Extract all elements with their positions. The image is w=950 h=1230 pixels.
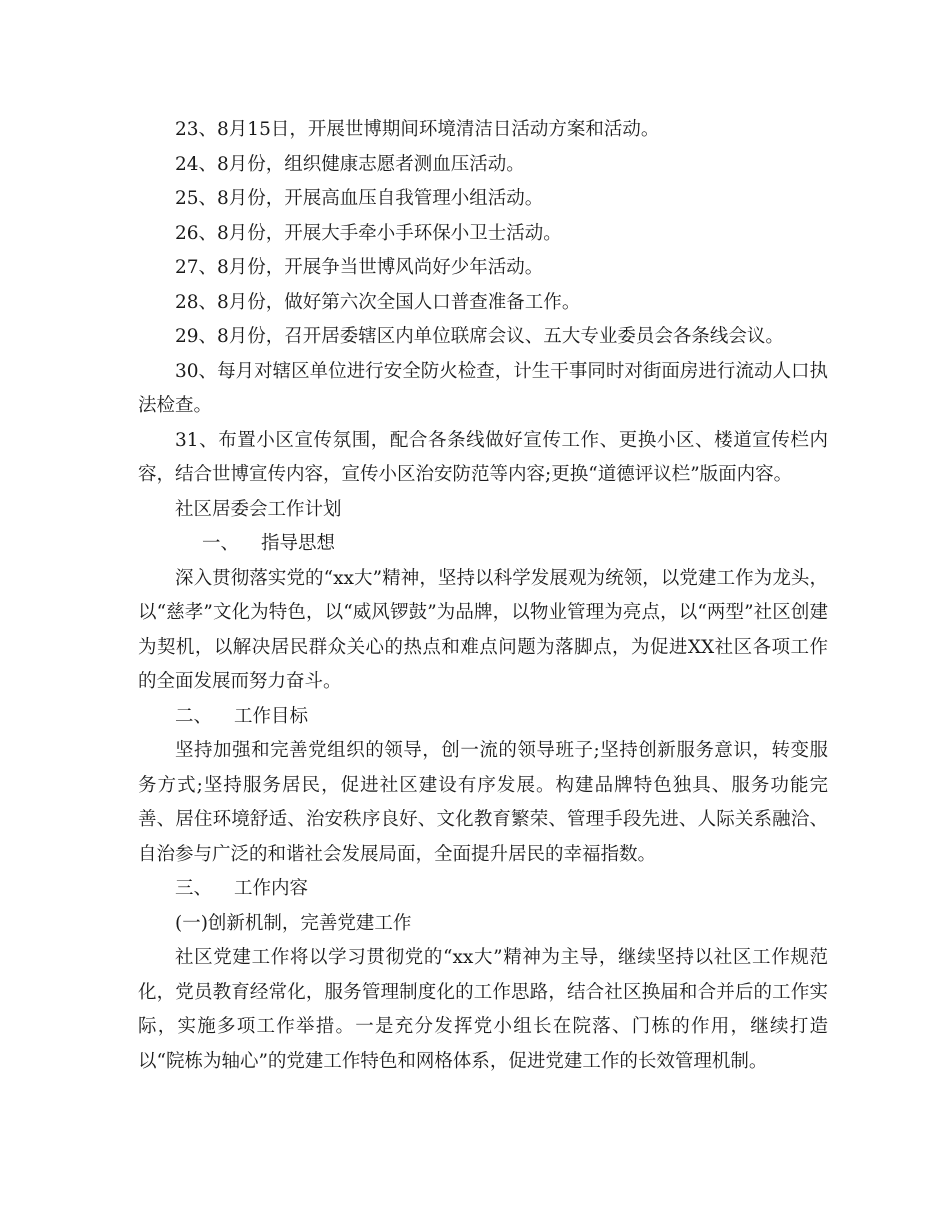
- list-item: 24、8月份，组织健康志愿者测血压活动。: [175, 153, 525, 175]
- list-item: 26、8月份，开展大手牵小手环保小卫士活动。: [175, 222, 562, 244]
- list-item: 29、8月份，召开居委辖区内单位联席会议、五大专业委员会各条线会议。: [175, 326, 784, 347]
- section-body: 社区党建工作将以学习贯彻党的“xx大”精神为主导，继续坚持以社区工作规范化，党员教育经常化，服务管理制度化的工作思路，结合社区换届和合并后的工作实际，实施多项工作举措。一是充分发挥党小组长在院落、门栋的作用，继续打造以“院栋为轴心”的党建工作特色和网格体系，促进党建工作的长效管理机制。: [138, 947, 828, 1072]
- section-title: 工作目标: [234, 705, 309, 727]
- list-item: 31、布置小区宣传氛围，配合各条线做好宣传工作、更换小区、楼道宣传栏内容，结合世博宣传内容，宣传小区治安防范等内容;更换“道德评议栏”版面内容。: [138, 429, 828, 485]
- document-body: [138, 113, 828, 1079]
- section-heading: [138, 527, 828, 562]
- section-title: 工作内容: [234, 878, 309, 899]
- list-item: 23、8月15日，开展世博期间环境清洁日活动方案和活动。: [175, 119, 660, 140]
- plan-title: 社区居委会工作计划: [175, 498, 342, 520]
- list-item: 28、8月份，做好第六次全国人口普查准备工作。: [175, 291, 581, 313]
- section-heading: [138, 872, 828, 907]
- subsection-heading: (一)创新机制，完善党建工作: [175, 912, 412, 934]
- section-number: 一、: [202, 533, 240, 554]
- section-number: 二、: [175, 705, 213, 727]
- list-item: 30、每月对辖区单位进行安全防火检查，计生干事同时对街面房进行流动人口执法检查。: [138, 360, 828, 416]
- section-number: 三、: [175, 878, 213, 899]
- list-item: 27、8月份，开展争当世博风尚好少年活动。: [175, 257, 544, 278]
- section-heading: [138, 700, 828, 735]
- section-body: 坚持加强和完善党组织的领导，创一流的领导班子;坚持创新服务意识，转变服务方式;坚持服务居民，促进社区建设有序发展。构建品牌特色独具、服务功能完善、居住环境舒适、治安秩序良好、文化教育繁荣、管理手段先进、人际关系融洽、自治参与广泛的和谐社会发展局面，全面提升居民的幸福指数。: [138, 740, 828, 865]
- section-body: 深入贯彻落实党的“xx大”精神，坚持以科学发展观为统领，以党建工作为龙头，以“慈孝”文化为特色，以“威风锣鼓”为品牌，以物业管理为亮点，以“两型”社区创建为契机，以解决居民群众关心的热点和难点问题为落脚点，为促进XX社区各项工作的全面发展而努力奋斗。: [138, 567, 828, 692]
- list-item: 25、8月份，开展高血压自我管理小组活动。: [175, 188, 544, 209]
- section-title: 指导思想: [261, 533, 336, 554]
